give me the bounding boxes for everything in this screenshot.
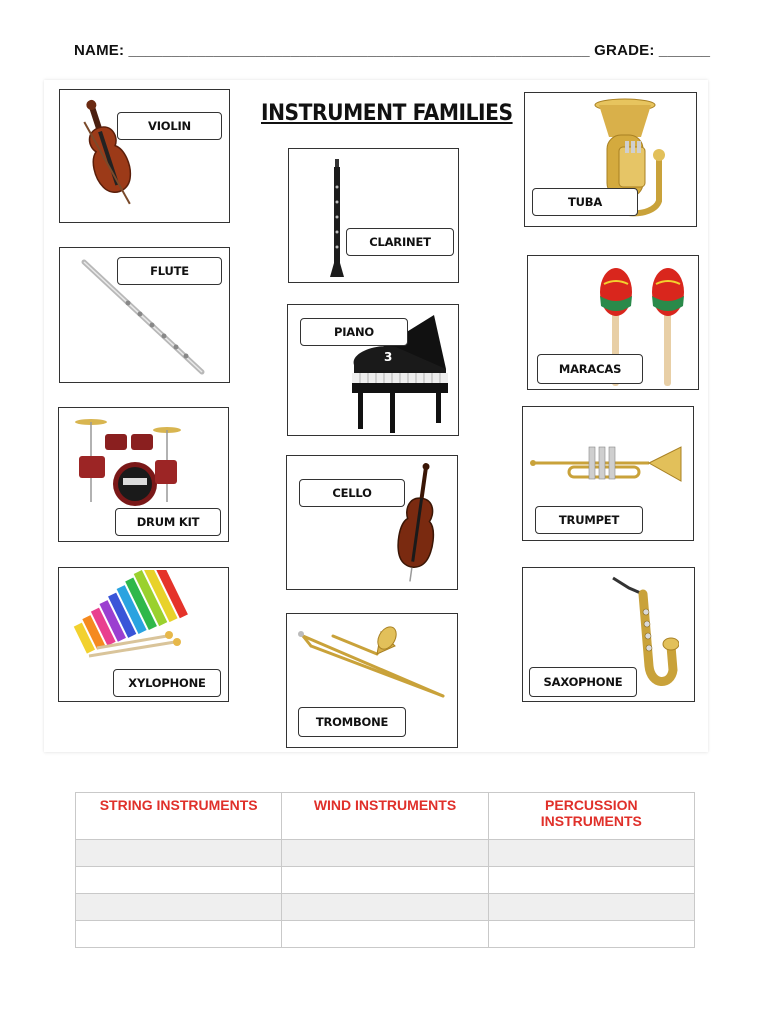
table-cell[interactable] <box>282 867 488 894</box>
table-cell[interactable] <box>282 921 488 948</box>
card-drum-kit <box>58 407 229 542</box>
card-tuba <box>524 92 697 227</box>
table-cell[interactable] <box>76 921 282 948</box>
trumpet-label: TRUMPET <box>535 506 643 534</box>
table-cell[interactable] <box>488 921 694 948</box>
cello-label: CELLO <box>299 479 405 507</box>
table-cell[interactable] <box>282 840 488 867</box>
maracas-label: MARACAS <box>537 354 643 384</box>
name-grade-line: NAME: ______________________________________________________ GRADE: ______ <box>74 42 711 59</box>
header-wind: WIND INSTRUMENTS <box>282 793 488 840</box>
trumpet-icon <box>529 441 689 493</box>
card-trumpet <box>522 406 694 541</box>
table-row <box>76 894 695 921</box>
card-violin <box>59 89 230 223</box>
table-cell[interactable] <box>488 867 694 894</box>
drum-kit-icon <box>67 412 192 512</box>
table-cell[interactable] <box>488 894 694 921</box>
card-xylophone <box>58 567 229 702</box>
page-title: INSTRUMENT FAMILIES <box>261 101 513 126</box>
table-row <box>76 867 695 894</box>
card-piano <box>287 304 459 436</box>
table-row <box>76 840 695 867</box>
piano-label: PIANO <box>300 318 408 346</box>
trombone-icon <box>293 624 451 702</box>
drum-kit-label: DRUM KIT <box>115 508 221 536</box>
trombone-label: TROMBONE <box>298 707 406 737</box>
card-clarinet <box>288 148 459 283</box>
header-string: STRING INSTRUMENTS <box>76 793 282 840</box>
clarinet-icon <box>325 157 349 279</box>
violin-label: VIOLIN <box>117 112 222 140</box>
table-cell[interactable] <box>76 840 282 867</box>
clarinet-label: CLARINET <box>346 228 454 256</box>
flute-label: FLUTE <box>117 257 222 285</box>
table-cell[interactable] <box>282 894 488 921</box>
sorting-table <box>75 792 695 948</box>
card-saxophone <box>522 567 695 702</box>
card-trombone <box>286 613 458 748</box>
xylophone-label: XYLOPHONE <box>113 669 221 697</box>
table-cell[interactable] <box>76 867 282 894</box>
card-flute <box>59 247 230 383</box>
tuba-label: TUBA <box>532 188 638 216</box>
table-row <box>76 921 695 948</box>
header-percussion: PERCUSSION INSTRUMENTS <box>488 793 694 840</box>
table-cell[interactable] <box>488 840 694 867</box>
table-cell[interactable] <box>76 894 282 921</box>
xylophone-icon <box>67 570 197 662</box>
saxophone-label: SAXOPHONE <box>529 667 637 697</box>
svg-text:3: 3 <box>384 350 393 364</box>
card-cello <box>286 455 458 590</box>
card-maracas <box>527 255 699 390</box>
table-header-row <box>76 793 695 840</box>
